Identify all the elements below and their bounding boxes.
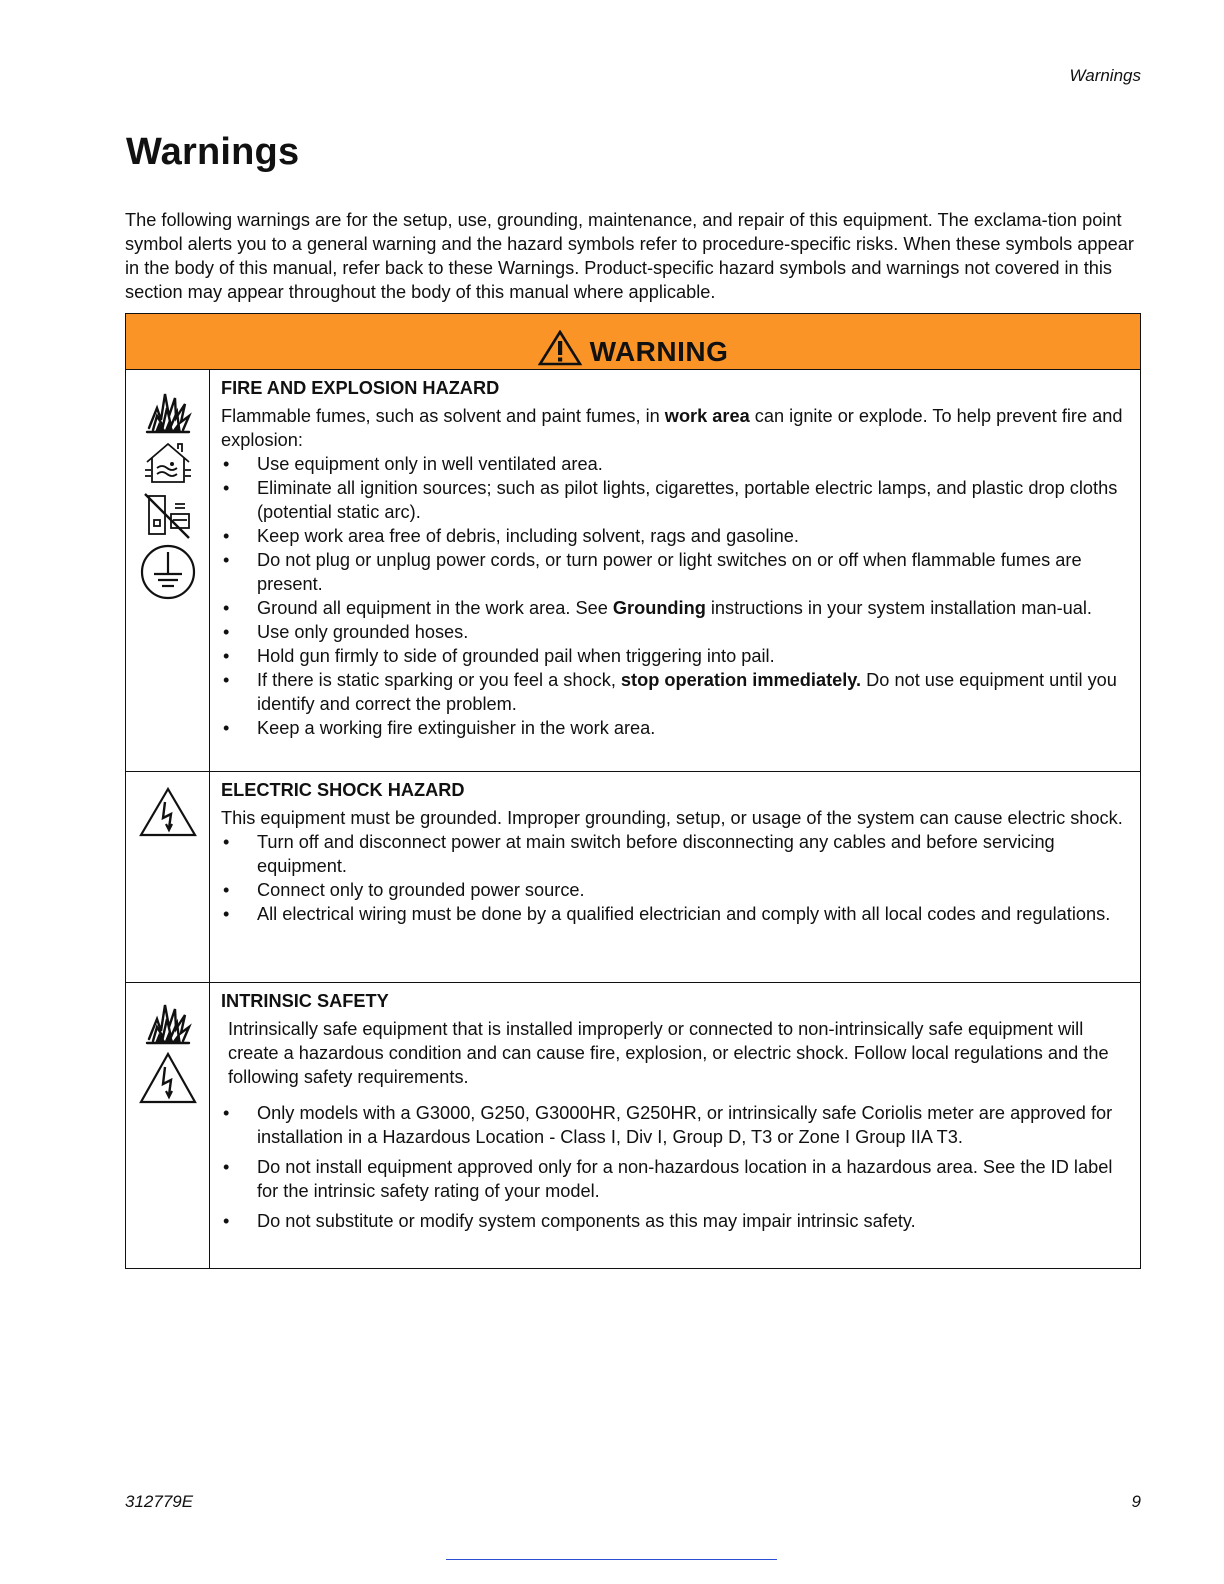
electric-shock-icon (138, 786, 198, 838)
hazard-description: Intrinsically safe equipment that is installed improperly or connected to non-intrinsically safe equipment will create a hazardous condition and can cause fire, explosion, or electric shock. Follow local regulations and the following safety requirements. (228, 1019, 1109, 1087)
electric-shock-icon (138, 1051, 198, 1105)
list-item: • Keep a working fire extinguisher in the work area. (221, 716, 1130, 740)
list-item: • Use equipment only in well ventilated area. (221, 452, 1130, 476)
list-item: • Connect only to grounded power source. (221, 878, 1130, 902)
hazard-title: INTRINSIC SAFETY (221, 991, 389, 1011)
intrinsic-text-cell (210, 983, 1140, 1268)
electric-icons-cell (126, 772, 210, 982)
fire-text-cell (210, 370, 1140, 771)
intrinsic-bullet-list (221, 1101, 1130, 1233)
hazard-title: FIRE AND EXPLOSION HAZARD (221, 378, 500, 398)
warning-header-label: WARNING (589, 335, 729, 367)
list-item: • Do not plug or unplug power cords, or turn power or light switches on or off when flammable fumes are present. (221, 548, 1130, 596)
explosion-icon (143, 386, 193, 436)
intro-paragraph: The following warnings are for the setup, use, grounding, maintenance, and repair of this equipment. The exclama-tion point symbol alerts you to a general warning and the hazard symbols refer to procedure-specific risks. When these symbols appear in the body of this manual, refer back to these Warnings. Product-specific hazard symbols and warnings not covered in this section may appear throughout the body of this manual where applicable. (125, 210, 1134, 302)
exclamation-triangle-icon (538, 330, 582, 366)
warning-table (125, 313, 1141, 1269)
intrinsic-icons-cell (126, 983, 210, 1268)
hazard-title: ELECTRIC SHOCK HAZARD (221, 780, 465, 800)
list-item: • Use only grounded hoses. (221, 620, 1130, 644)
list-item: • Do not install equipment approved only for a non-hazardous location in a hazardous area. See the ID label for the intrinsic safety rating of your model. (221, 1155, 1130, 1203)
intrinsic-safety-row (126, 983, 1140, 1268)
list-item: • Only models with a G3000, G250, G3000HR, G250HR, or intrinsically safe Coriolis meter are approved for installation in a Hazardous Location - Class I, Div I, Group D, T3 or Zone I Group IIA T3. (221, 1101, 1130, 1149)
page-title: Warnings (126, 131, 300, 173)
list-item: • Ground all equipment in the work area. See Grounding instructions in your system installation man-ual. (221, 596, 1130, 620)
no-plug-icon (143, 490, 193, 540)
list-item: • Turn off and disconnect power at main switch before disconnecting any cables and before servicing equipment. (221, 830, 1130, 878)
electric-bullet-list (221, 830, 1130, 926)
hazard-description: Flammable fumes, such as solvent and paint fumes, in work area can ignite or explode. To help prevent fire and explosion: (221, 406, 1123, 450)
electric-text-cell (210, 772, 1140, 982)
warning-header (126, 314, 1140, 370)
fire-explosion-row (126, 370, 1140, 772)
list-item: • Do not substitute or modify system components as this may impair intrinsic safety. (221, 1209, 1130, 1233)
ventilation-house-icon (143, 440, 193, 486)
explosion-icon (143, 997, 193, 1047)
page-number: 9 (1131, 1492, 1141, 1511)
list-item: • Hold gun firmly to side of grounded pail when triggering into pail. (221, 644, 1130, 668)
hazard-description: This equipment must be grounded. Improper grounding, setup, or usage of the system can cause electric shock. (221, 808, 1123, 828)
document-number: 312779E (125, 1492, 194, 1511)
list-item: • If there is static sparking or you feel a shock, stop operation immediately. Do not use equipment until you identify and correct the problem. (221, 668, 1130, 716)
ground-icon (140, 544, 196, 600)
bottom-link-rule (446, 1559, 777, 1560)
running-head: Warnings (1069, 66, 1141, 85)
electric-shock-row (126, 772, 1140, 983)
list-item: • Eliminate all ignition sources; such as pilot lights, cigarettes, portable electric lamps, and plastic drop cloths (potential static arc). (221, 476, 1130, 524)
fire-icons-cell (126, 370, 210, 771)
fire-bullet-list (221, 452, 1130, 740)
list-item: • Keep work area free of debris, including solvent, rags and gasoline. (221, 524, 1130, 548)
list-item: • All electrical wiring must be done by a qualified electrician and comply with all local codes and regulations. (221, 902, 1130, 926)
